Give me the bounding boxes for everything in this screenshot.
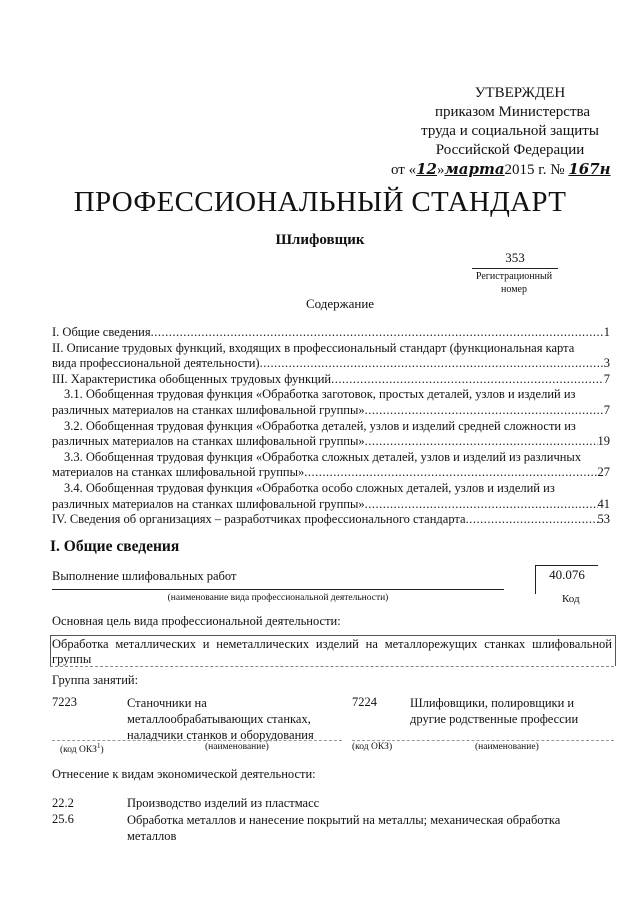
toc-item-text-cont: различных материалов на станках шлифовальной группы» [52, 402, 365, 417]
toc-item-page: 27 [597, 465, 610, 480]
toc-item[interactable] [52, 387, 610, 418]
toc-item[interactable] [52, 341, 610, 372]
registration-label: Регистрационный номер [475, 271, 553, 295]
econ-code-1: 22.2 [52, 796, 74, 810]
document-subtitle: Шлифовщик [275, 232, 365, 248]
activity-caption: (наименование вида профессиональной деятельности) [167, 593, 389, 603]
approval-block [391, 84, 625, 180]
goal-label: Основная цель вида профессиональной деятельности: [52, 614, 341, 628]
group-code-2: 7224 [352, 695, 377, 709]
activity-code-box [535, 565, 598, 594]
approval-line-3: труда и социальной защиты [421, 123, 599, 139]
econ-code-2: 25.6 [52, 812, 74, 826]
toc-item-text: I. Общие сведения [52, 325, 151, 339]
group-name-1: Станочники на металлообрабатывающих станках, наладчики станков и оборудования [127, 696, 314, 742]
toc-item-text: IV. Сведения об организациях – разработчиках профессионального стандарта [52, 512, 466, 527]
document-title: ПРОФЕССИОНАЛЬНЫЙ СТАНДАРТ [73, 186, 567, 218]
toc-item[interactable] [52, 372, 610, 388]
name-caption-1: (наименование) [205, 742, 269, 752]
toc-item[interactable] [52, 512, 610, 528]
order-number-handwritten: 167н [568, 160, 611, 178]
registration-number: 353 [505, 250, 525, 265]
group-label: Группа занятий: [52, 673, 139, 687]
group-code-1: 7223 [52, 695, 77, 709]
toc-item-page: 7 [603, 371, 610, 386]
date-prefix: от « [391, 162, 417, 178]
approval-line-4: Российской Федерации [435, 142, 585, 158]
approval-line-2: приказом Министерства [434, 104, 591, 120]
table-of-contents [52, 325, 610, 528]
toc-item-text: 3.3. Обобщенная трудовая функция «Обработка сложных деталей, узлов и изделий из различных [64, 449, 582, 464]
code-caption: Код [562, 593, 580, 605]
toc-item-text: III. Характеристика обобщенных трудовых функций [52, 371, 332, 386]
name-caption-2: (наименование) [475, 742, 539, 752]
group-name-2: Шлифовщики, полировщики и другие родственные профессии [410, 696, 579, 726]
toc-item-page: 41 [597, 496, 610, 511]
toc-item-text: 3.1. Обобщенная трудовая функция «Обработка заготовок, простых деталей, узлов и изделий из [64, 387, 576, 402]
goal-underline [50, 666, 614, 667]
econ-label: Отнесение к видам экономической деятельности: [52, 767, 316, 781]
toc-item-page: 53 [597, 512, 610, 527]
activity-code: 40.076 [549, 567, 585, 582]
date-month-handwritten: марта [444, 160, 505, 178]
group-underline-1 [52, 740, 342, 741]
approval-heading: УТВЕРЖДЕН [474, 85, 566, 101]
toc-item-text: 3.2. Обобщенная трудовая функция «Обработка деталей, узлов и изделий средней сложности из [64, 418, 576, 433]
econ-name-1: Производство изделий из пластмасс [127, 796, 320, 810]
toc-item-text-cont: различных материалов на станках шлифовальной группы» [52, 496, 365, 511]
contents-heading: Содержание [305, 296, 375, 311]
toc-item-page: 1 [603, 325, 610, 339]
okz-caption-2: (код ОКЗ) [352, 742, 393, 752]
activity-underline [52, 589, 504, 590]
registration-underline [472, 268, 558, 269]
toc-item-text: 3.4. Обобщенная трудовая функция «Обработка особо сложных деталей, узлов и изделий из [64, 480, 555, 495]
goal-text: Обработка металлических и неметаллических изделий на металлорежущих станках шлифовальной группы [52, 637, 612, 666]
toc-item[interactable] [52, 325, 610, 341]
toc-item-page: 3 [603, 356, 610, 371]
toc-item[interactable] [52, 419, 610, 450]
econ-name-2: Обработка металлов и нанесение покрытий на металлы; механическая обработка металлов [127, 813, 561, 843]
approval-date-line [391, 160, 625, 180]
toc-item[interactable] [52, 450, 610, 481]
activity-name: Выполнение шлифовальных работ [52, 569, 237, 583]
toc-item-text-cont: вида профессиональной деятельности) [52, 356, 260, 371]
group-underline-2 [352, 740, 614, 741]
date-mid: » [436, 162, 445, 178]
toc-item-text-cont: различных материалов на станках шлифовальной группы» [52, 434, 365, 449]
toc-item-page: 7 [603, 402, 610, 417]
okz-caption-1: (код ОКЗ$^1$) [60, 742, 104, 756]
toc-item-page: 19 [597, 434, 610, 449]
section-heading: I. Общие сведения [50, 538, 180, 555]
toc-item-text: II. Описание трудовых функций, входящих в профессиональный стандарт (функциональная карта [52, 340, 575, 355]
toc-item[interactable] [52, 481, 610, 512]
date-year: 2015 г. № [504, 162, 565, 178]
date-day-handwritten: 12 [416, 160, 437, 178]
toc-item-text-cont: материалов на станках шлифовальной группы» [52, 465, 305, 480]
